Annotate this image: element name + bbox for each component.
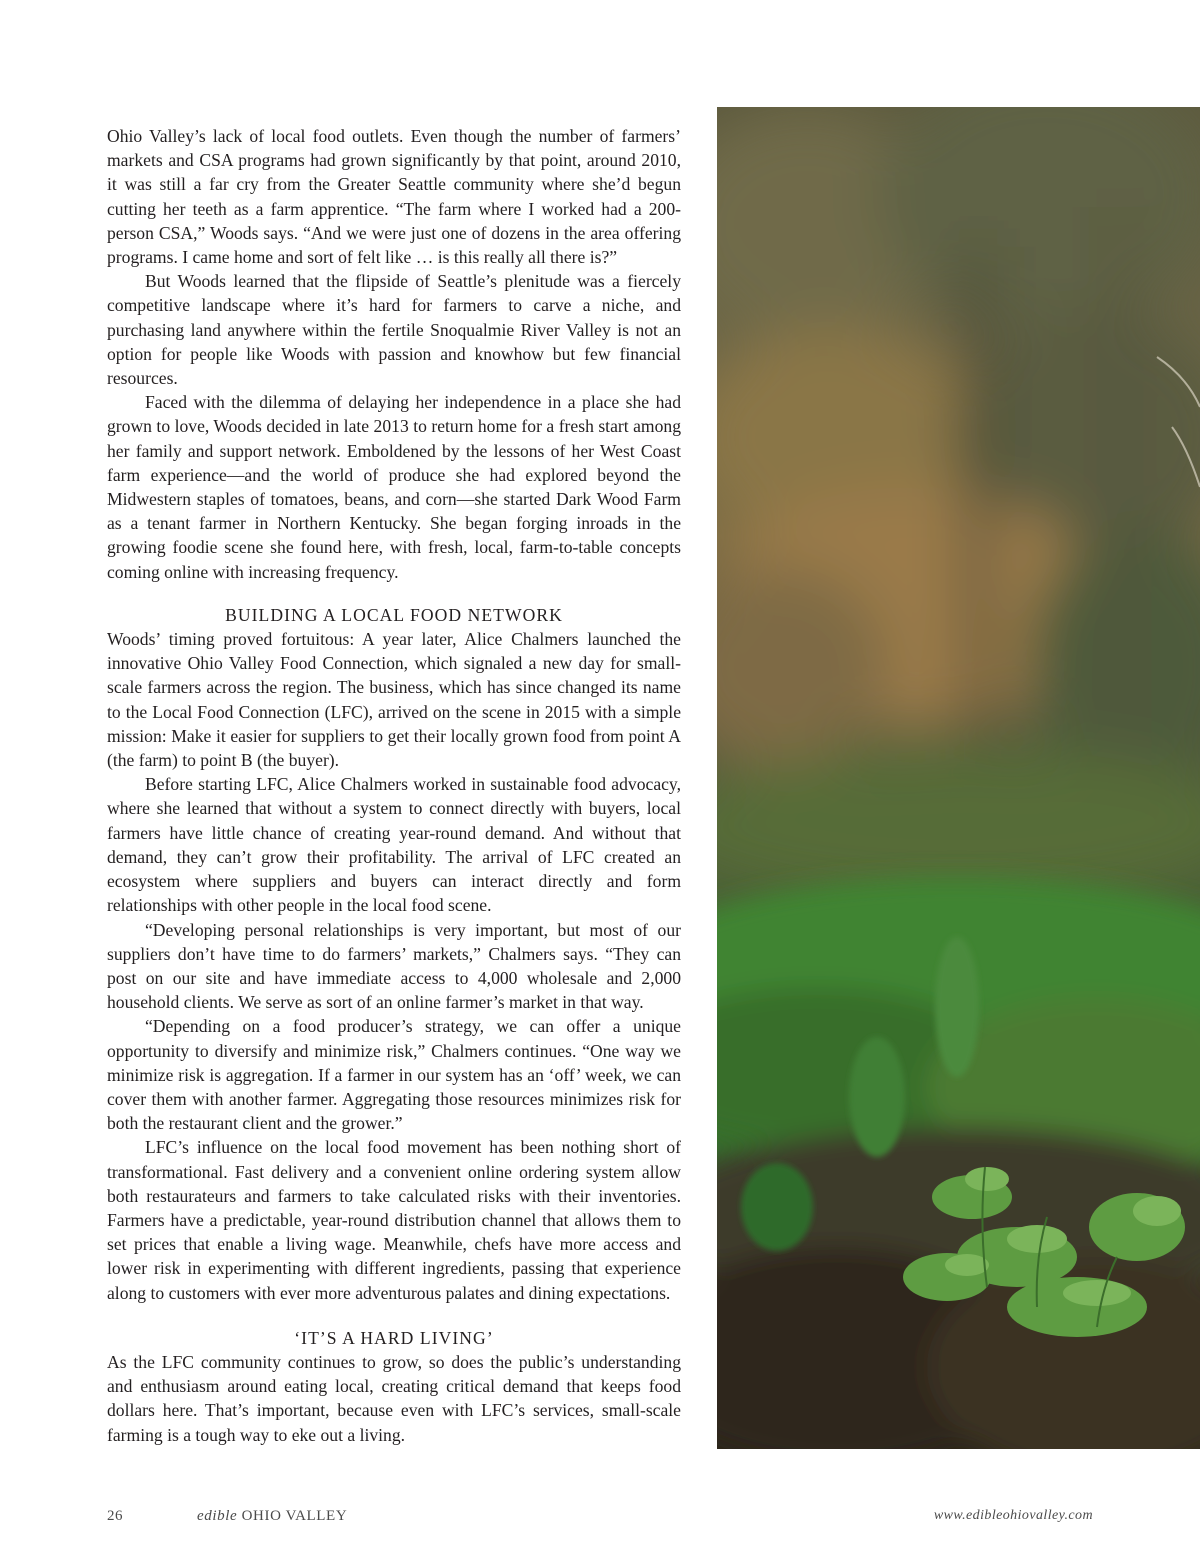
- article-column: [107, 124, 681, 1447]
- page-footer: [107, 1508, 1093, 1532]
- paragraph-8: LFC’s influence on the local food movement has been nothing short of transformational. Fast delivery and a convenient online ordering system allow both restaurateurs and farmers to take calculated risks with their inventories. Farmers have a predictable, year-round distribution channel that allows them to set prices that enable a living wage. Meanwhile, chefs have more access and lower risk in experimenting with different ingredients, passing that experience along to customers with ever more adventurous palates and dining expectations.: [107, 1137, 681, 1303]
- blurred-forest: [717, 107, 1200, 907]
- paragraph-2: But Woods learned that the flipside of Seattle’s plenitude was a fiercely competitive landscape where it’s hard for farmers to carve a niche, and purchasing land anywhere within the fertile Snoqualmie River Valley is not an option for people like Woods with passion and knowhow but few financial resources.: [107, 271, 681, 389]
- farm-greens-photo: [717, 107, 1200, 1449]
- photo-illustration: [717, 107, 1200, 1449]
- paragraph-4: Woods’ timing proved fortuitous: A year later, Alice Chalmers launched the innovative Ohio Valley Food Connection, which signaled a new day for small-scale farmers across the region. The business, which has since changed its name to the Local Food Connection (LFC), arrived on the scene in 2015 with a simple mission: Make it easier for suppliers to get their locally grown food from point A (the farm) to point B (the buyer).: [107, 629, 681, 771]
- paragraph-7: “Depending on a food producer’s strategy, we can offer a unique opportunity to diversify and minimize risk,” Chalmers continues. “One way we minimize risk is aggregation. If a farmer in our system has an ‘off’ week, we can cover them with another farmer. Aggregating those resources minimizes risk for both the restaurant client and the grower.”: [107, 1016, 681, 1134]
- section-heading-hard-living: ‘IT’S A HARD LIVING’: [294, 1327, 494, 1348]
- paragraph-3: Faced with the dilemma of delaying her independence in a place she had grown to love, Woods decided in late 2013 to return home for a fresh start among her family and support network. Emboldened by the lessons of her West Coast farm experience—and the world of produce she had explored beyond the Midwestern staples of tomatoes, beans, and corn—she started Dark Wood Farm as a tenant farmer in Northern Kentucky. She began forging inroads in the growing foodie scene she found here, with fresh, local, farm-to-table concepts coming online with increasing frequency.: [107, 392, 681, 582]
- paragraph-5: Before starting LFC, Alice Chalmers worked in sustainable food advocacy, where she learned that without a system to connect directly with buyers, local farmers have little chance of creating year-round demand. And without that demand, they can’t grow their profitability. The arrival of LFC created an ecosystem where suppliers and buyers can interact directly and form relationships with other people in the local food scene.: [107, 774, 681, 916]
- magazine-title-name: OHIO VALLEY: [241, 1508, 348, 1524]
- magazine-title-edible: edible: [197, 1508, 238, 1524]
- magazine-title: [197, 1508, 347, 1525]
- section-heading-local-food-network: BUILDING A LOCAL FOOD NETWORK: [225, 604, 563, 625]
- paragraph-1: Ohio Valley’s lack of local food outlets. Even though the number of farmers’ markets and CSA programs had grown significantly by that point, around 2010, it was still a far cry from the Greater Seattle community where she’d begun cutting her teeth as a farm apprentice. “The farm where I worked had a 200-person CSA,” Woods says. “And we were just one of dozens in the area offering programs. I came home and sort of felt like … is this really all there is?”: [107, 126, 681, 268]
- website-url: www.edibleohiovalley.com: [933, 1508, 1093, 1523]
- paragraph-9: As the LFC community continues to grow, so does the public’s understanding and enthusiasm around eating local, creating critical demand that keeps food dollars here. That’s important, because even with LFC’s services, small-scale farming is a tough way to eke out a living.: [107, 1351, 681, 1445]
- paragraph-6: “Developing personal relationships is very important, but most of our suppliers don’t have time to do farmers’ markets,” Chalmers says. “They can post on our site and have immediate access to 4,000 wholesale and 2,000 household clients. We serve as sort of an online farmer’s market in that way.: [107, 919, 681, 1013]
- page-number: 26: [107, 1508, 123, 1524]
